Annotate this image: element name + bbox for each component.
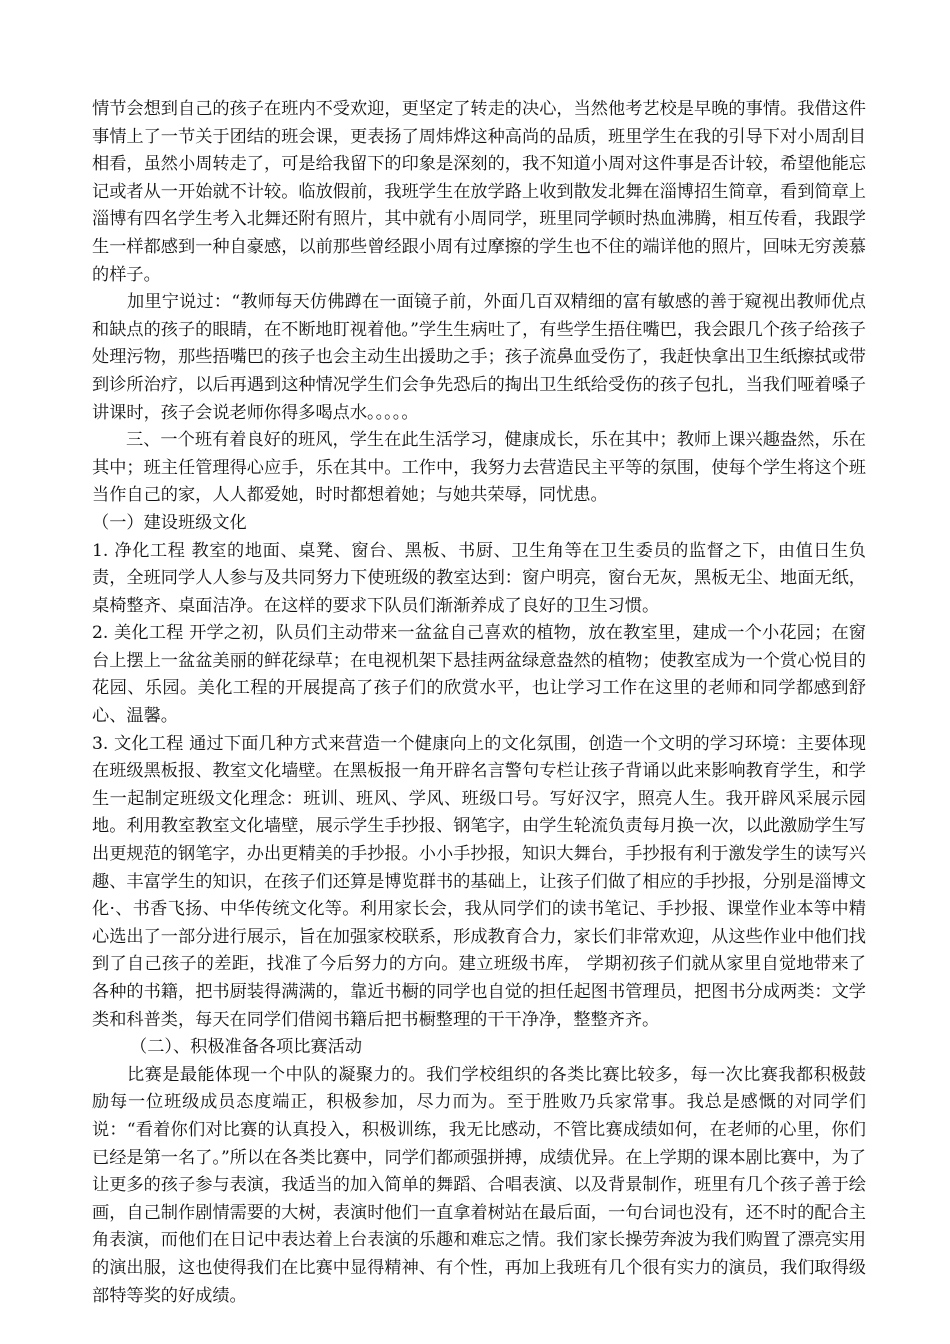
- paragraph-section-three: 三、一个班有着良好的班风，学生在此生活学习，健康成长，乐在其中；教师上课兴趣盎然，乐在其中；班主任管理得心应手，乐在其中。工作中，我努力去营造民主平等的氛围，使每个学生将这个班当作自己的家，人人都爱她，时时都想着她；与她共荣辱，同忧患。: [92, 430, 866, 506]
- item-beautification-project: 2. 美化工程 开学之初，队员们主动带来一盆盆自己喜欢的植物，放在教室里，建成一个小花园；在窗台上摆上一盆盆美丽的鲜花绿草；在电视机架下悬挂两盆绿意盎然的植物；使教室成为一个赏心悦目的花园、乐园。美化工程的开展提高了孩子们的欣赏水平，也让学习工作在这里的老师和同学都感到舒心、温馨。: [92, 623, 866, 727]
- paragraph-continuation: 情节会想到自己的孩子在班内不受欢迎，更坚定了转走的决心，当然他考艺校是早晚的事情。我借这件事情上了一节关于团结的班会课，更表扬了周炜烨这种高尚的品质，班里学生在我的引导下对小周刮目相看，虽然小周转走了，可是给我留下的印象是深刻的，我不知道小周对这件事是否计较，希望他能忘记或者从一开始就不计较。临放假前，我班学生在放学路上收到散发北舞在淄博招生简章，看到简章上淄博有四名学生考入北舞还附有照片，其中就有小周同学，班里同学顿时热血沸腾，相互传看，我跟学生一样都感到一种自豪感，以前那些曾经跟小周有过摩擦的学生也不住的端详他的照片，回味无穷羡慕的样子。: [92, 99, 866, 285]
- subheading-competitions: （二）、积极准备各项比赛活动: [130, 1037, 363, 1058]
- subheading-class-culture: （一）建设班级文化: [92, 512, 247, 533]
- item-purification-project: 1. 净化工程 教室的地面、桌凳、窗台、黑板、书厨、卫生角等在卫生委员的监督之下，由值日生负责，全班同学人人参与及共同努力下使班级的教室达到：窗户明亮，窗台无灰，黑板无尘、地面无纸，桌椅整齐、桌面洁净。在这样的要求下队员们渐渐养成了良好的卫生习惯。: [92, 540, 866, 616]
- document-page: [92, 96, 866, 1310]
- item-culture-project: 3. 文化工程 通过下面几种方式来营造一个健康向上的文化氛围，创造一个文明的学习环境：主要体现在班级黑板报、教室文化墙壁。在黑板报一角开辟名言警句专栏让孩子背诵以此来影响教育学生，和学生一起制定班级文化理念：班训、班风、学风、班级口号。写好汉字，照亮人生。我开辟风采展示园地。利用教室教室文化墙壁，展示学生手抄报、钢笔字，由学生轮流负责每月换一次，以此激励学生写出更规范的钢笔字，办出更精美的手抄报。小小手抄报，知识大舞台，手抄报有利于激发学生的读写兴趣、丰富学生的知识，在孩子们还算是博览群书的基础上，让孩子们做了相应的手抄报，分别是淄博文化·、书香飞扬、中华传统文化等。利用家长会，我从同学们的读书笔记、手抄报、课堂作业本等中精心选出了一部分进行展示，旨在加强家校联系，形成教育合力，家长们非常欢迎，从这些作业中他们找到了自己孩子的差距，找准了今后努力的方向。建立班级书库， 学期初孩子们就从家里自觉地带来了各种的书籍，把书厨装得满满的，靠近书橱的同学也自觉的担任起图书管理员，把图书分成两类：文学类和科普类，每天在同学们借阅书籍后把书橱整理的干干净净，整整齐齐。: [92, 733, 866, 1030]
- paragraph-competitions: 比赛是最能体现一个中队的凝聚力的。我们学校组织的各类比赛比较多，每一次比赛我都积极鼓励每一位班级成员态度端正，积极参加，尽力而为。至于胜败乃兵家常事。我总是感慨的对同学们说：“看着你们对比赛的认真投入，积极训练，我无比感动，不管比赛成绩如何，在老师的心里，你们已经是第一名了。”所以在各类比赛中，同学们都顽强拼搏，成绩优异。在上学期的课本剧比赛中，为了让更多的孩子参与表演，我适当的加入简单的舞蹈、合唱表演、以及背景制作，班里有几个孩子善于绘画，自己制作剧情需要的大树，表演时他们一直拿着树站在最后面，一句台词也没有，还不时的配合主角表演，而他们在日记中表达着上台表演的乐趣和难忘之情。我们家长操劳奔波为我们购置了漂亮实用的演出服，这也使得我们在比赛中显得精神、有个性，再加上我班有几个很有实力的演员，我们取得级部特等奖的好成绩。: [92, 1064, 866, 1306]
- paragraph-kalinin-quote: 加里宁说过：“教师每天仿佛蹲在一面镜子前，外面几百双精细的富有敏感的善于窥视出教师优点和缺点的孩子的眼睛，在不断地盯视着他。”学生生病吐了，有些学生捂住嘴巴，我会跟几个孩子给孩子处理污物，那些捂嘴巴的孩子也会主动生出援助之手；孩子流鼻血受伤了，我赶快拿出卫生纸擦拭或带到诊所治疗，以后再遇到这种情况学生们会争先恐后的掏出卫生纸给受伤的孩子包扎，当我们哑着嗓子讲课时，孩子会说老师你得多喝点水。。。。。: [92, 292, 866, 423]
